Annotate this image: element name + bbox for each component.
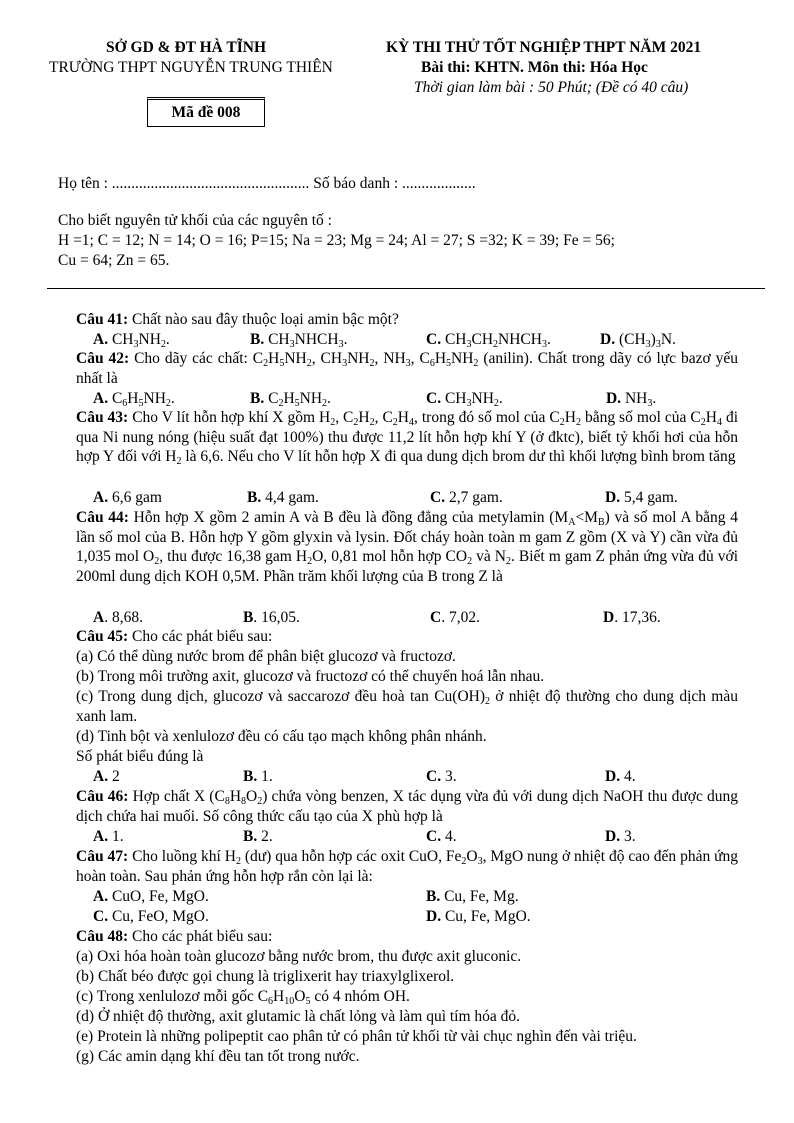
question-47: Câu 47: Cho luồng khí $H_2$ (dư) qua hỗn hợp các oxit CuO, $Fe_2O_3$, MgO nung ở nhiệt độ cao đến phản ứng hoàn toàn. Sau phản ứng hỗn hợp rắn còn lại là: — [76, 848, 739, 885]
q45-statement-b: (b) Trong môi trường axit, glucozơ và fructozơ có thể chuyển hoá lẫn nhau. — [76, 668, 545, 685]
q42-option-c: C. $CH_3NH_2$. — [426, 390, 503, 409]
question-44: Câu 44: Hỗn hợp X gồm 2 amin A và B đều là đồng đẳng của metylamin $(M_A<M_B)$ và số mol A bằng 4 lần số mol của B. Hỗn hợp Y gồm glyxin và lysin. Đốt cháy hoàn toàn m gam Z gồm (X và Y) cần vừa đủ 1,035 mol $O_2$, thu được 16,38 gam $H_2O$, 0,81 mol hỗn hợp $CO_2$ và $N_2$. Biết m gam Z phản ứng vừa đủ với 200ml dung dịch KOH 0,5M. Phần trăm khối lượng của B trong Z là — [76, 509, 739, 585]
exam-code-box: Mã đề 008 — [147, 97, 265, 127]
q46-option-a: A. 1. — [93, 828, 124, 845]
q42-option-d: D. $NH_3$. — [606, 390, 657, 409]
question-43: Câu 43: Cho V lít hỗn hợp khí X gồm $H_2$, $C_2H_2$, $C_2H_4$, trong đó số mol của $C_2H_2$ bằng số mol của $C_2H_4$ đi qua Ni nung nóng (hiệu suất đạt 100%) thu được 11,2 lít hỗn hợp khí Y (ở đktc), biết tỷ khối hơi của hỗn hợp Y đối với $H_2$ là 6,6. Nếu cho V lít hỗn hợp X đi qua dung dịch brom dư thì khối lượng bình brom tăng — [76, 409, 739, 467]
q43-option-c: C. 2,7 gam. — [430, 489, 503, 506]
q44-option-a: A. 8,68. — [93, 609, 143, 626]
q44-option-c: C. 7,02. — [430, 609, 480, 626]
atomic-mass-line-2: Cu = 64; Zn = 65. — [58, 252, 170, 269]
question-text: Hỗn hợp X gồm 2 amin A và B đều là đồng đẳng của metylamin $(M_A<M_B)$ và số mol A bằng 4 lần số mol của B. Hỗn hợp Y gồm glyxin và lysin. Đốt cháy hoàn toàn m gam Z gồm (X và Y) cần vừa đủ 1,035 mol $O_2$, thu được 16,38 gam $H_2O$, 0,81 mol hỗn hợp $CO_2$ và $N_2$. Biết m gam Z phản ứng vừa đủ với 200ml dung dịch KOH 0,5M. Phần trăm khối lượng của B trong Z là — [76, 509, 739, 585]
q45-ask: Số phát biểu đúng là — [76, 748, 204, 765]
school-name: TRƯỜNG THPT NGUYỄN TRUNG THIÊN — [49, 59, 333, 76]
exam-title: KỲ THI THỬ TỐT NGHIỆP THPT NĂM 2021 — [386, 39, 702, 56]
q48-statement-b: (b) Chất béo được gọi chung là triglixerit hay triaxylglixerol. — [76, 968, 455, 985]
q44-option-b: B. 16,05. — [243, 609, 300, 626]
q45-option-b: B. 1. — [243, 768, 273, 785]
question-text: Chất nào sau đây thuộc loại amin bậc một? — [131, 311, 399, 328]
atomic-mass-line-1: H =1; C = 12; N = 14; O = 16; P=15; Na = 23; Mg = 24; Al = 27; S =32; K = 39; Fe = 56; — [58, 232, 615, 249]
question-text: Cho các phát biểu sau: — [131, 928, 273, 945]
q45-statement-d: (d) Tinh bột và xenlulozơ đều có cấu tạo mạch không phân nhánh. — [76, 728, 487, 745]
question-text: Cho các phát biểu sau: — [131, 628, 273, 645]
q46-option-b: B. 2. — [243, 828, 273, 845]
student-info-line: Họ tên : ................................................... Số báo danh : ................... — [58, 175, 476, 192]
question-46: Câu 46: Hợp chất X $(C_8H_8O_2)$ chứa vòng benzen, X tác dụng vừa đủ với dung dịch NaOH thu được dung dịch chứa hai muối. Số công thức cấu tạo của X phù hợp là — [76, 788, 739, 825]
q46-option-d: D. 3. — [605, 828, 636, 845]
q47-option-b: B. Cu, Fe, Mg. — [426, 888, 519, 905]
q47-option-a: A. CuO, Fe, MgO. — [93, 888, 209, 905]
question-text: Cho V lít hỗn hợp khí X gồm $H_2$, $C_2H_2$, $C_2H_4$, trong đó số mol của $C_2H_2$ bằng số mol của $C_2H_4$ đi qua Ni nung nóng (hiệu suất đạt 100%) thu được 11,2 lít hỗn hợp khí Y (ở đktc), biết tỷ khối hơi của hỗn hợp Y đối với $H_2$ là 6,6. Nếu cho V lít hỗn hợp X đi qua dung dịch brom dư thì khối lượng bình brom tăng — [76, 409, 739, 467]
q41-option-a: A. $CH_3NH_2$. — [93, 331, 170, 350]
question-text: Hợp chất X $(C_8H_8O_2)$ chứa vòng benzen, X tác dụng vừa đủ với dung dịch NaOH thu được dung dịch chứa hai muối. Số công thức cấu tạo của X phù hợp là — [76, 788, 739, 825]
question-41 — [76, 310, 738, 330]
q48-statement-a: (a) Oxi hóa hoàn toàn glucozơ bằng nước brom, thu được axit gluconic. — [76, 948, 522, 965]
q45-option-a: A. 2 — [93, 768, 120, 785]
q41-option-b: B. $CH_3NHCH_3$. — [250, 331, 348, 350]
q45-statement-a: (a) Có thể dùng nước brom để phân biệt glucozơ và fructozơ. — [76, 648, 456, 665]
department-name: SỞ GD & ĐT HÀ TĨNH — [106, 39, 267, 56]
q41-option-c: C. $CH_3CH_2NHCH_3$. — [426, 331, 551, 350]
header-divider — [47, 288, 765, 289]
q44-option-d: D. 17,36. — [603, 609, 661, 626]
question-number: Câu 41: — [76, 311, 129, 328]
q41-option-d: D. $(CH_3)_3N$. — [600, 331, 676, 350]
question-48: Câu 48: Cho các phát biểu sau: — [76, 928, 273, 945]
q42-option-b: B. $C_2H_5NH_2$. — [250, 390, 331, 409]
exam-duration: Thời gian làm bài : 50 Phút; (Đề có 40 câu) — [414, 79, 689, 96]
q47-option-c: C. Cu, FeO, MgO. — [93, 908, 209, 925]
q43-option-d: D. 5,4 gam. — [605, 489, 678, 506]
q48-statement-g: (g) Các amin dạng khí đều tan tốt trong nước. — [76, 1048, 360, 1065]
q42-option-a: A. $C_6H_5NH_2$. — [93, 390, 175, 409]
q46-option-c: C. 4. — [426, 828, 457, 845]
q47-option-d: D. Cu, Fe, MgO. — [426, 908, 531, 925]
q43-option-b: B. 4,4 gam. — [247, 489, 319, 506]
q45-option-d: D. 4. — [605, 768, 636, 785]
q45-option-c: C. 3. — [426, 768, 457, 785]
q45-statement-c: (c) Trong dung dịch, glucozơ và saccarozơ đều hoà $\tan Cu(OH)_2$ ở nhiệt độ thường cho dung dịch màu xanh lam. — [76, 688, 738, 725]
question-42: Câu 42: Cho dãy các chất: $C_2H_5NH_2$, $CH_3NH_2$, $NH_3$, $C_6H_5NH_2$ (anilin). Chất trong dãy có lực bazơ yếu nhất là — [76, 350, 739, 387]
atomic-mass-intro: Cho biết nguyên tử khối của các nguyên tố : — [58, 212, 332, 229]
question-text: Cho dãy các chất: $C_2H_5NH_2$, $CH_3NH_2$, $NH_3$, $C_6H_5NH_2$ (anilin). Chất trong dãy có lực bazơ yếu nhất là — [76, 350, 739, 387]
q43-option-a: A. 6,6 gam — [93, 489, 162, 506]
q48-statement-e: (e) Protein là những polipeptit cao phân tử có phân tử khối từ vài chục nghìn đến vài triệu. — [76, 1028, 637, 1045]
q48-statement-d: (d) Ở nhiệt độ thường, axit glutamic là chất lỏng và làm quì tím hóa đỏ. — [76, 1008, 521, 1025]
q48-statement-c: (c) Trong xenlulozơ mỗi gốc $C_6H_{10}O_5$ có 4 nhóm OH. — [76, 988, 410, 1007]
exam-subject: Bài thi: KHTN. Môn thi: Hóa Học — [421, 59, 648, 76]
question-45: Câu 45: Cho các phát biểu sau: — [76, 628, 273, 645]
question-text: Cho luồng khí $H_2$ (dư) qua hỗn hợp các oxit CuO, $Fe_2O_3$, MgO nung ở nhiệt độ cao đến phản ứng hoàn toàn. Sau phản ứng hỗn hợp rắn còn lại là: — [76, 848, 739, 885]
